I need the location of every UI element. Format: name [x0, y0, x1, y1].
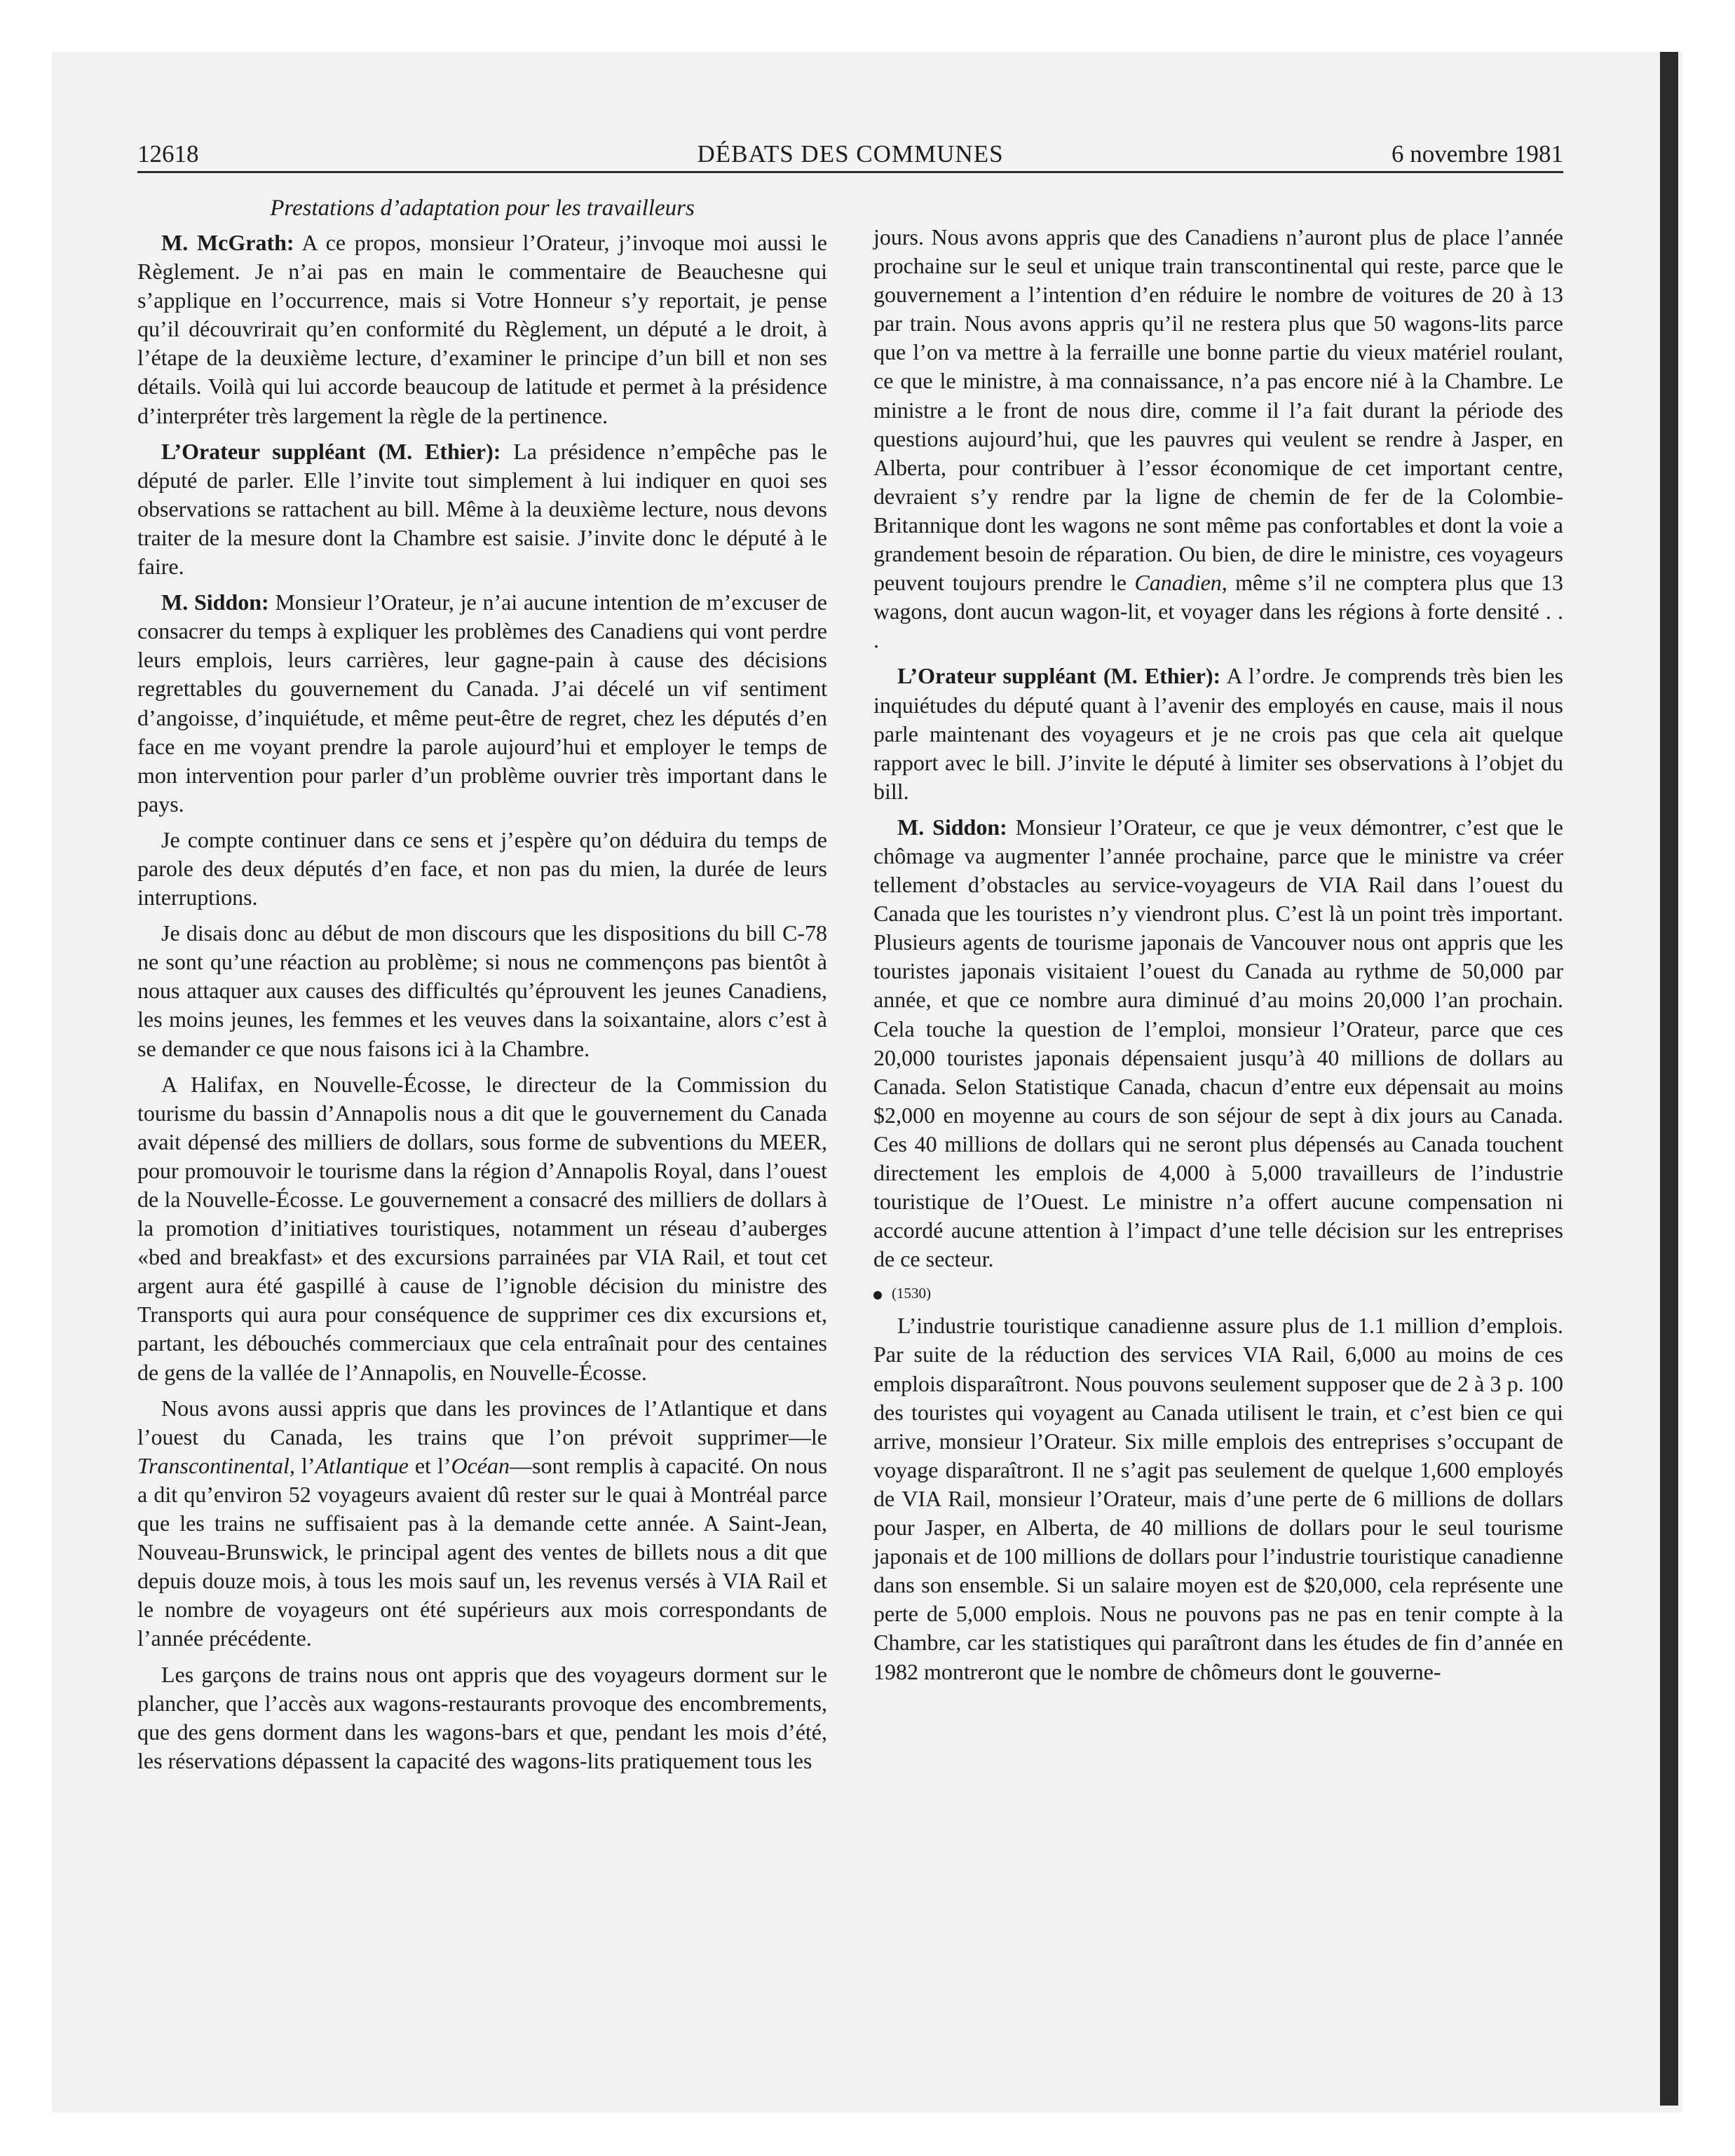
speaker-name: L’Orateur suppléant (M. Ethier):: [897, 663, 1221, 689]
paragraph: [137, 588, 827, 819]
paragraph-text: Je compte continuer dans ce sens et j’espère qu’on déduira du temps de parole des deux députés d’en face, et non pas du mien, la durée de leurs interruptions.: [137, 826, 827, 910]
section-subheading: Prestations d’adaptation pour les travailleurs: [270, 196, 695, 221]
time-marker-text: (1530): [892, 1285, 931, 1302]
paragraph: [137, 1070, 827, 1387]
text-run: l’: [294, 1452, 315, 1478]
train-name: Océan: [451, 1452, 510, 1478]
speaker-name: M. Siddon:: [161, 589, 269, 615]
text-run: et l’: [408, 1452, 451, 1478]
paragraph-text: A Halifax, en Nouvelle-Écosse, le directeur de la Commission du tourisme du bassin d’Annapolis nous a dit que le gouvernement du Canada avait dépensé des milliers de dollars, sous forme de subventions du MEER, pour promouvoir le tourisme dans la région d’Annapolis Royal, dans l’ouest de la Nouvelle-Écosse. Le gouvernement a consacré des milliers de dollars à la promotion d’initiatives touristiques, notamment un réseau d’auberges «bed and breakfast» et des excursions parrainées par VIA Rail, et tout cet argent aura été gaspillé à cause de l’ignoble décision du ministre des Transports qui aura pour conséquence de supprimer ces dix excursions et, partant, les débouchés commerciaux que cela entraînait pour des centaines de gens de la vallée de l’Annapolis, en Nouvelle-Écosse.: [137, 1071, 827, 1385]
paragraph-text: L’industrie touristique canadienne assure plus de 1.1 million d’emplois. Par suite de la réduction des services VIA Rail, 6,000 au moins de ces emplois disparaîtront. Nous pouvons seulement supposer que de 2 à 3 p. 100 des touristes qui voyagent au Canada utilisent le train, et c’est bien ce qui arrive, monsieur l’Orateur. Six mille emplois des entreprises s’occupant de voyage disparaîtront. Il ne s’agit pas seulement de quelque 1,600 employés de VIA Rail, monsieur l’Orateur, mais d’une perte de 6 millions de dollars pour Jasper, en Alberta, de 40 millions de dollars pour le seul tourisme japonais et de 100 millions de dollars pour l’industrie touristique canadienne dans son ensemble. Si un salaire moyen est de $20,000, cela représente une perte de 5,000 emplois. Nous ne pouvons pas ne pas en tenir compte à la Chambre, car les statistiques qui paraîtront dans les études de fin d’année en 1982 montreront que le nombre de chômeurs dont le gouverne-: [873, 1313, 1563, 1684]
paragraph-text: Monsieur l’Orateur, ce que je veux démontrer, c’est que le chômage va augmenter l’année prochaine, parce que le ministre va créer tellement d’obstacles au service-voyageurs de VIA Rail dans l’ouest du Canada que les touristes n’y viendront plus. C’est là un point très important. Plusieurs agents de tourisme japonais de Vancouver nous ont appris que les touristes japonais visitaient l’ouest du Canada au rythme de 50,000 par année, et que ce nombre aura diminué d’au moins 20,000 l’an prochain. Cela touche la question de l’emploi, monsieur l’Orateur, parce que ces 20,000 touristes japonais dépensaient jusqu’à 40 millions de dollars au Canada. Selon Statistique Canada, chacun d’entre eux dépensait au moins $2,000 en moyenne au cours de son séjour de sept à dix jours au Canada. Ces 40 millions de dollars qui ne seront plus dépensés au Canada touchent directement les emplois de 4,000 à 5,000 travailleurs de l’industrie touristique de l’Ouest. Le ministre n’a offert aucune compensation ni accordé aucune attention à l’impact d’une telle décision sur les entreprises de ce secteur.: [873, 814, 1564, 1272]
train-name: Atlantique: [315, 1452, 409, 1478]
train-name: Canadien,: [1134, 570, 1227, 596]
page-number: 12618: [137, 140, 199, 168]
paragraph-text: Monsieur l’Orateur, je n’ai aucune intention de m’excuser de consacrer du temps à expliquer les problèmes des Canadiens qui vont perdre leurs emplois, leurs carrières, leur gagne-pain à cause des décisions regrettables du gouvernement du Canada. J’ai décelé un vif sentiment d’angoisse, d’inquiétude, et même peut-être de regret, chez les députés d’en face en me voyant prendre la parole aujourd’hui et employer le temps de mon intervention pour parler d’un problème ouvrier très important dans le pays.: [137, 589, 828, 817]
paragraph-text: A ce propos, monsieur l’Orateur, j’invoque moi aussi le Règlement. Je n’ai pas en main le commentaire de Beauchesne qui s’applique en l’occurrence, mais si Votre Honneur s’y reportait, je pense qu’il découvrirait qu’en conformité du Règlement, un député a le droit, à l’étape de la deuxième lecture, d’examiner le principe d’un bill et non ses détails. Voilà qui lui accorde beaucoup de latitude et permet à la présidence d’interpréter très largement la règle de la pertinence.: [137, 230, 827, 428]
paragraph: [873, 1311, 1563, 1686]
paragraph-text: Je disais donc au début de mon discours que les dispositions du bill C-78 ne sont qu’une réaction au problème; si nous ne commençons pas bientôt à nous attaquer aux causes des difficultés qu’éprouvent les jeunes Canadiens, les moins jeunes, les femmes et les veuves dans la soixantaine, alors c’est à se demander ce que nous faisons ici à la Chambre.: [137, 920, 827, 1061]
time-marker: [873, 1281, 1563, 1306]
paragraph: [873, 813, 1563, 1274]
bullet-icon: [873, 1291, 882, 1299]
scan-edge-bar: [1660, 52, 1678, 2106]
text-run: Nous avons aussi appris que dans les provinces de l’Atlantique et dans l’ouest du Canada, les trains que l’on prévoit supprimer—le: [137, 1395, 827, 1449]
speaker-name: L’Orateur suppléant (M. Ethier):: [161, 438, 501, 464]
paragraph: [873, 223, 1563, 655]
publication-title: DÉBATS DES COMMUNES: [697, 140, 1004, 168]
paragraph: [137, 437, 827, 581]
page-header: [137, 137, 1563, 173]
train-name: Transcontinental,: [137, 1452, 295, 1478]
paragraph: [137, 1660, 827, 1775]
paragraph: [137, 228, 827, 430]
text-run: même s’il ne comptera plus que 13 wagons, dont aucun wagon-lit, et voyager dans les régions à forte densité . . .: [873, 570, 1564, 653]
text-run: jours. Nous avons appris que des Canadiens n’auront plus de place l’année prochaine sur le seul et unique train transcontinental qui reste, parce que le gouvernement a l’intention d’en réduire le nombre de voitures de 20 à 13 par train. Nous avons appris qu’il ne restera plus que 50 wagons-lits parce que l’on va mettre à la ferraille une bonne partie du vieux matériel roulant, ce que le ministre, à ma connaissance, n’a pas encore nié à la Chambre. Le ministre a le front de nous dire, comme il l’a fait durant la période des questions aujourd’hui, que les pauvres qui veulent se rendre à Jasper, en Alberta, pour contribuer à l’essor économique de cet important centre, devraient s’y rendre par la ligne de chemin de fer de la Colombie-Britannique dont les wagons ne sont même pas confortables et dont la voie a grandement besoin de réparation. Ou bien, de dire le ministre, ces voyageurs peuvent toujours prendre le: [873, 224, 1563, 596]
left-column: [137, 193, 827, 1782]
speaker-name: M. Siddon:: [897, 814, 1007, 840]
right-column: [873, 223, 1563, 1693]
paragraph: [137, 919, 827, 1063]
paragraph-text: La présidence n’empêche pas le député de parler. Elle l’invite tout simplement à lui indiquer en quoi ses observations se rattachent au bill. Même à la deuxième lecture, nous devons traiter de la mesure dont la Chambre est saisie. J’invite donc le député à le faire.: [137, 438, 828, 580]
speaker-name: M. McGrath:: [161, 230, 294, 255]
text-run: —sont remplis à capacité. On nous a dit qu’environ 52 voyageurs avaient dû rester sur le quai à Montréal parce que les trains ne suffisaient pas à la demande cette année. A Saint-Jean, Nouveau-Brunswick, le principal agent des ventes de billets nous a dit que depuis douze mois, à tous les mois sauf un, les revenus versés à VIA Rail et le nombre de voyageurs ont été supérieurs aux mois correspondants de l’année précédente.: [137, 1452, 828, 1651]
page-date: 6 novembre 1981: [1392, 140, 1563, 168]
paragraph: [137, 1394, 827, 1653]
paragraph-text: A l’ordre. Je comprends très bien les inquiétudes du député quant à l’avenir des employés en cause, mais il nous parle maintenant des voyageurs et je ne crois pas que cela ait quelque rapport avec le bill. J’invite le député à limiter ses observations à l’objet du bill.: [873, 663, 1564, 804]
paragraph: [137, 826, 827, 912]
paragraph: [873, 662, 1563, 805]
paragraph-text: Les garçons de trains nous ont appris que des voyageurs dorment sur le plancher, que l’accès aux wagons-restaurants provoque des encombrements, que des gens dorment dans les wagons-bars et que, pendant les mois d’été, les réservations dépassent la capacité des wagons-lits pratiquement tous les: [137, 1661, 827, 1773]
